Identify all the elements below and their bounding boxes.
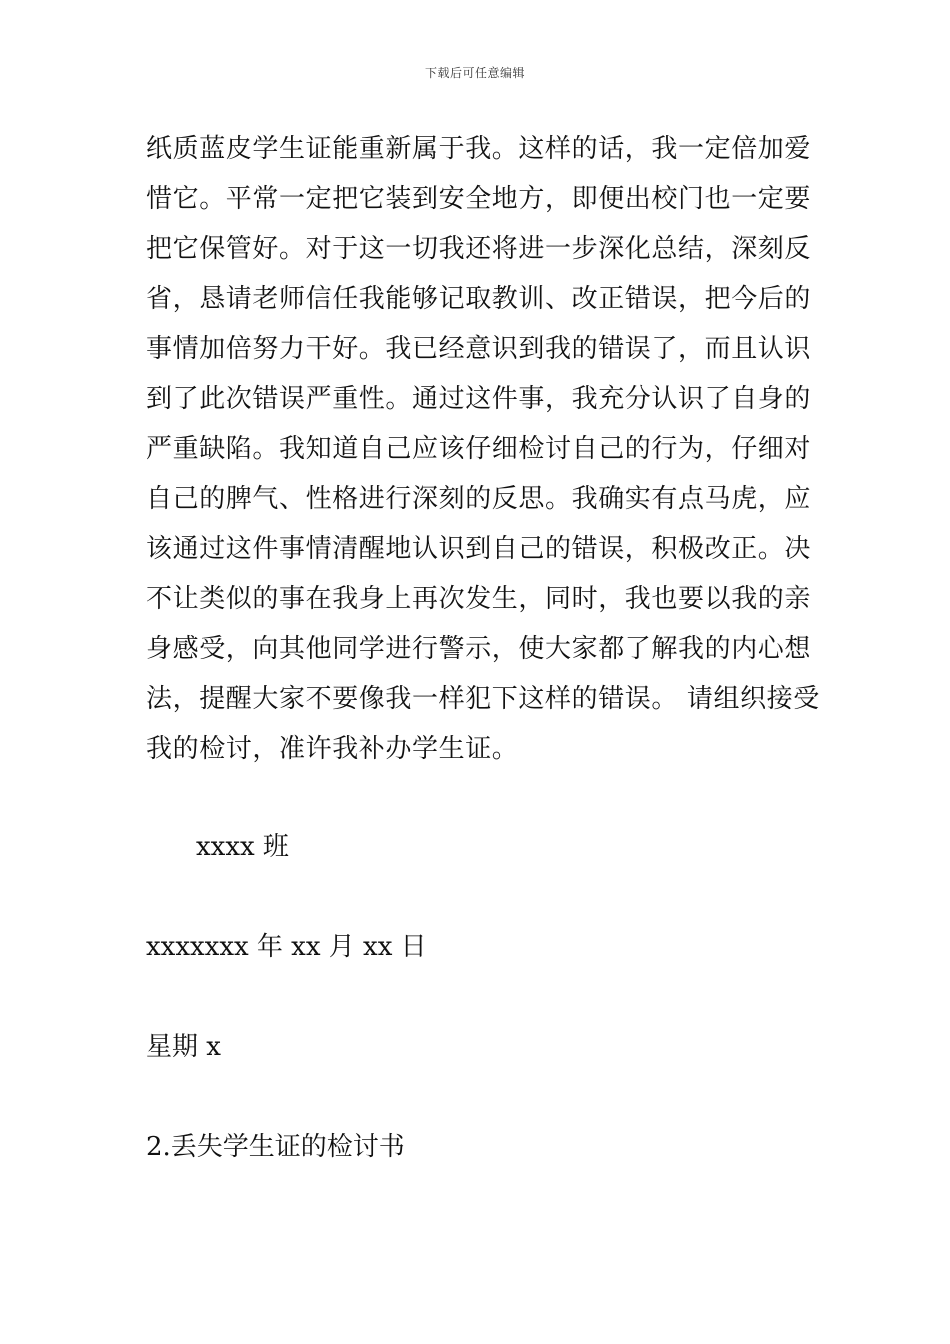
- body-line: 该通过这件事情清醒地认识到自己的错误，积极改正。决: [146, 534, 812, 564]
- section-heading: 2.丢失学生证的检讨书: [146, 1132, 405, 1162]
- body-line: 事情加倍努力干好。我已经意识到我的错误了，而且认识: [146, 334, 812, 364]
- body-line: 省，恳请老师信任我能够记取教训、改正错误，把今后的: [146, 284, 812, 314]
- body-line: 我的检讨，准许我补办学生证。: [146, 734, 519, 764]
- body-line: 身感受，向其他同学进行警示，使大家都了解我的内心想: [146, 634, 812, 664]
- page-header: 下载后可任意编辑: [424, 66, 525, 80]
- signature-weekday: 星期 x: [146, 1032, 221, 1062]
- body-line: 自己的脾气、性格进行深刻的反思。我确实有点马虎，应: [146, 484, 812, 514]
- body-line: 到了此次错误严重性。通过这件事，我充分认识了自身的: [146, 384, 812, 414]
- body-line: 法，提醒大家不要像我一样犯下这样的错误。 请组织接受: [146, 684, 820, 714]
- signature-date: xxxxxxx 年 xx 月 xx 日: [146, 932, 427, 962]
- body-line: 把它保管好。对于这一切我还将进一步深化总结，深刻反: [146, 234, 812, 264]
- signature-class: xxxx 班: [196, 832, 289, 862]
- body-line: 不让类似的事在我身上再次发生，同时，我也要以我的亲: [146, 584, 812, 614]
- body-line: 惜它。平常一定把它装到安全地方，即便出校门也一定要: [146, 184, 812, 214]
- body-line: 纸质蓝皮学生证能重新属于我。这样的话，我一定倍加爱: [146, 134, 812, 164]
- body-line: 严重缺陷。我知道自己应该仔细检讨自己的行为，仔细对: [146, 434, 812, 464]
- letter-body: [146, 128, 820, 778]
